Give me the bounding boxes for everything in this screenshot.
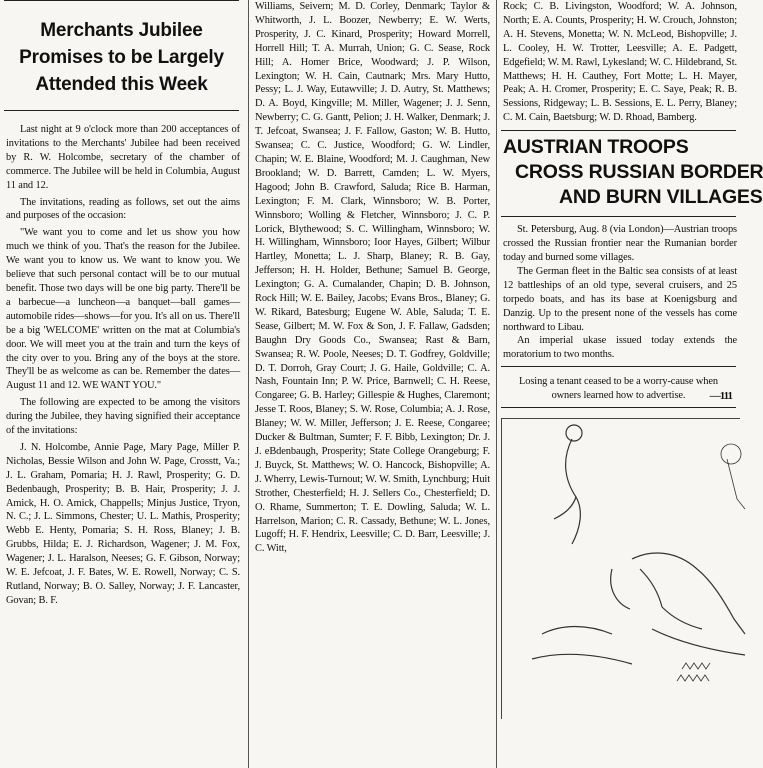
jubilee-headline: Merchants Jubilee Promises to be Largely Attended this Week xyxy=(19,20,224,95)
headline-line: AUSTRIAN TROOPS xyxy=(503,136,689,159)
column-2 xyxy=(248,0,493,768)
advertising-filler-text: Losing a tenant ceased to be a worry-cause when owners learned how to advertise. xyxy=(519,376,718,402)
headline-line: AND BURN VILLAGES xyxy=(559,186,763,209)
visitor-list-continued: Williams, Seivern; M. D. Corley, Denmark; Taylor & Whitworth, J. L. Boozer, Newberry; E. W. Werts, Prosperity, J. C. Kinard, Prosperity; Howard Morrell, Horrell Hill; T. A. Murrah, Union; G. C. Sease, Rock Hill; A. Homer Brice, Woodward; J. P. Wilson, Lexington; W. H. Cain, Cautnark; Mrs. Mary Hutto, Pessy; L. J. Way, Eutawville; J. D. Autry, St. Matthews; D. A. Boyd, Kingville; M. Miller, Wagener; J. J. Senn, Newberry; C. G. Gantt, Pelion; J. H. Walker, Denmark; J. T. Jefcoat, Swansea; J. F. Fallow, Gaston; W. B. Hutto, Swansea; C. C. Justice, Woodford; G. W. Lindler, Chapin; W. E. Blaine, Woodford; M. J. Caughman, New Brookland; W. D. Barrett, Camden; L. W. Myers, Hagood; John B. Crawford, Saluda; Rice B. Harman, Lexington; F. M. Clark, Winnsboro; W. B. Porter, Winnsboro; Wolling & Fletcher, Winnsboro; J. C. P. Lorick, Blythewood; S. C. Willingham, Winnsboro; W. H. Willingham, Winnsboro; Ioor Hayes, Gilbert; Wilbur Hartley, Monetta; L. J. Sharp, Blaney; R. B. Gay, Jefferson; H. H. Holder, Bethune; Samuel B. George, Lexington; G. A. Cumalander, Chapin; D. B. Johnson, Rock Hill; W. E. Bailey, Jacobs; Evans Bros., Blaney; G. W. Rikard, Batesburg; Eugene W. Able, Saluda; T. E. Sease, Gilbert; M. W. Fox & Son, J. F. Fallaw, Gadsden; Baughn Dry Goods Co., Swansea; Rast & Barn, Swansea; R. W. Poole, Neeses; D. T. Godfrey, Goldville; D. T. Dorroh, Gray Court; J. G. Haile, Goldville; C. A. Nash, Fountain Inn; P. W. Price, Barnwell; C. H. Reese, Congaree; G. B. Harley; Gillespie & Hughes, Claremont; Jesse T. Roos, Blaney; S. W. Rose, Columbia; A. J. Rose, Blaney; W. W. Miller, Jefferson; J. E. Reese, Congaree; Ducker & Bultman, Sumter; F. F. Bibb, Lexington; Dr. J. J. eBdenbaugh, Prosperity; State College Orangeburg; F. J. Buyck, St. Matthews; W. O. Hancock, Bishopville; A. J. Wherry, Lewis-Turnout; W. W. Smith, Lynchburg; Huit Strother, Chesterfield; H. J. Sellers Co., Chesterfield; D. O. Rhame, Summerton; T. E. Dowling, Saluda; W. L. Harrelson, Marion; C. R. Cassady, Bethune; W. L. Jones, Lugoff; H. F. Hendrix, Leesville; C. D. Barr, Leesville; J. C. Witt, xyxy=(255,1,490,555)
jubilee-paragraph: The invitations, reading as follows, set out the aims and purposes of the occasion: xyxy=(6,196,240,222)
jubilee-paragraph: The following are expected to be among the visitors during the Jubilee, they having signified their acceptance of the invitations: xyxy=(6,397,240,437)
visitor-list-end: Rock; C. B. Livingston, Woodford; W. A. Johnson, North; E. A. Counts, Prosperity; H. W. Crouch, Johnston; A. H. Stevens, Monetta; W. N. McLeod, Bishopville; J. L. Cooley, H. W. Trotter, Leesville; A. E. Padgett, Edgefield; W. M. Rawl, Lykesland; W. C. Hildebrand, St. Matthews; H. H. Cauthey, Fort Motte; L. H. Mayer, Peak; A. H. Cromer, Prosperity; E. C. Saye, Peak; R. B. Sessions, Ridgeway; L. B. Sessions, E. L. Perry, Blaney; C. M. Cain, Baetsburg; W. D. Rhoad, Bamberg. xyxy=(503,1,737,124)
german-fleet-paragraph: The German fleet in the Baltic sea consists of at least 12 battleships of an old type, several cruisers, and 25 torpedo boats, and has its base at Koenigsburg and Danzig. Up to the present none of the vessels has come northward to Libau. xyxy=(503,265,737,333)
visitor-list: J. N. Holcombe, Annie Page, Mary Page, Miller P. Nicholas, Bessie Wilson and John W. Page, Crosstt, Va.; J. L. Graham, Pomaria; H. J. Rawl, Prosperity; G. D. Bedenbaugh, Prosperity; B. B. Hair, Prosperity; J. J. Amick, H. O. Amick, Chappells; Minjus Justice, Tryon, N. C.; J. L. Simmons, Chester; U. L. Mathis, Prosperity; Webb E. Henty, Pomaria; S. H. Ross, Blaney; J. B. Grubbs, Hilda; E. J. Richardson, Wagener; J. M. Fox, Wagener; J. L. Haralson, Neeses; G. F. Gibson, Norway; W. E. Jefcoat, J. F. Bates, W. E. Rowell, Norway; C. S. Rutland, Norway; B. O. Salley, Norway; J. F. Lancaster, Govan; B. F. xyxy=(6,441,240,606)
column-3 xyxy=(496,0,763,768)
section-rule xyxy=(501,407,736,408)
headline-rule xyxy=(4,110,239,111)
ukase-paragraph: An imperial ukase issued today extends the moratorium to two months. xyxy=(503,335,737,361)
advertising-filler xyxy=(501,375,736,403)
headline-line: CROSS RUSSIAN BORDER xyxy=(515,161,763,184)
headline-rule xyxy=(4,0,239,1)
cartoon-illustration xyxy=(501,418,740,719)
headline-rule xyxy=(501,216,736,217)
column-1 xyxy=(0,0,243,768)
jubilee-invitation-quote: "We want you to come and let us show you how much we think of you. That's the reason for the Jubilee. We want you to know us. We want to know you. We believe that such personal contact will be to our mutual benefit. Those two days will be one big party. There'll be a barbecue—a luncheon—a banquet—ball games—automobile rides—shows—for you. It's all on us. There'll be a big 'WELCOME' written on the mat at Columbia's door. We will meet you at the train and turn the keys of the city over to you. Bring any of the boys at the store. They'll be as welcome as can be. Remember the dates—August 11 and 12. WE WANT YOU." xyxy=(6,227,240,392)
filler-mark: —111 xyxy=(709,390,732,403)
austrian-dispatch-paragraph: St. Petersburg, Aug. 8 (via London)—Austrian troops crossed the Russian frontier near the Rumanian border today and burned some villages. xyxy=(503,224,737,263)
headline-rule xyxy=(501,130,736,131)
cartoon-drawing xyxy=(502,419,745,719)
austrian-troops-headline xyxy=(497,135,763,210)
jubilee-paragraph: Last night at 9 o'clock more than 200 acceptances of invitations to the Merchants' Jubilee had been received by R. W. Holcombe, secretary of the chamber of commerce. The Jubilee will be held in Columbia, August 11 and 12. xyxy=(6,124,240,191)
section-rule xyxy=(501,366,736,367)
